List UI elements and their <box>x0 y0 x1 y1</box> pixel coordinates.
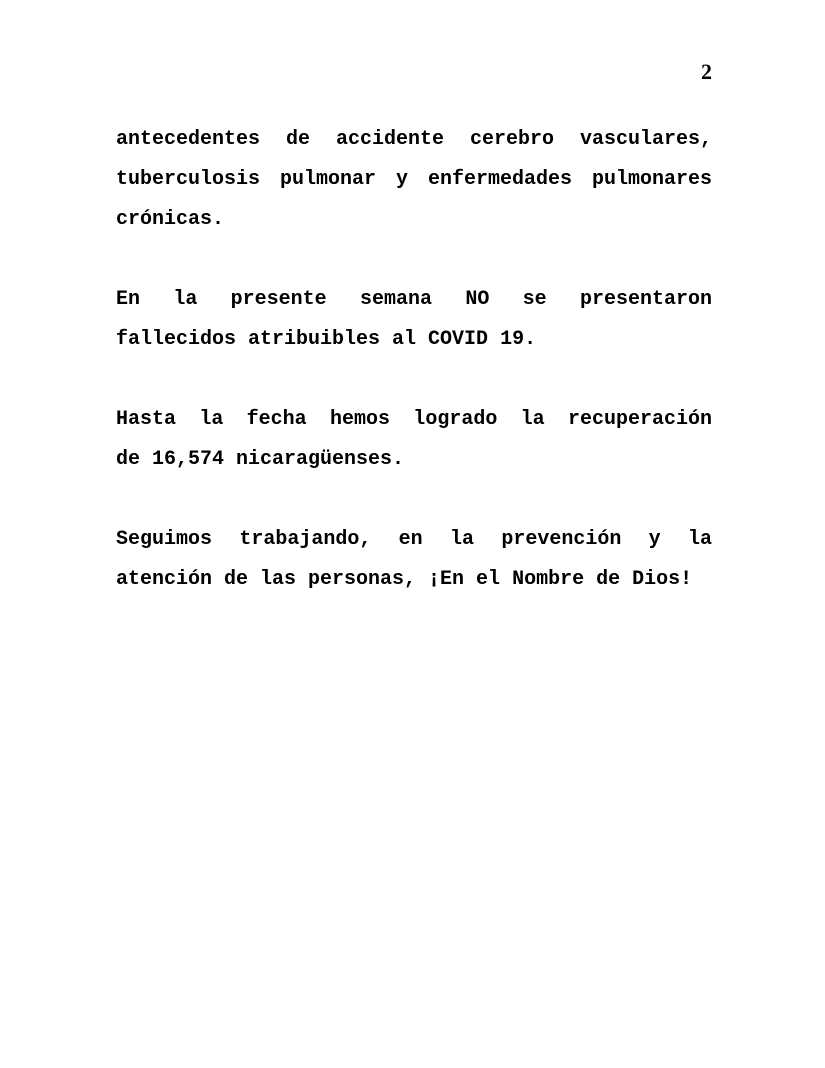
text-line: de 16,574 nicaragüenses. <box>116 448 405 471</box>
paragraph <box>116 280 712 360</box>
text-line: Hasta la fecha hemos logrado la recuperación <box>116 408 712 431</box>
text-line: tuberculosis pulmonar y enfermedades pulmonares <box>116 168 712 191</box>
text-line: En la presente semana NO se presentaron <box>116 288 712 311</box>
text-line: antecedentes de accidente cerebro vasculares, <box>116 128 712 151</box>
page-number: 2 <box>701 59 712 84</box>
paragraph <box>116 400 712 480</box>
text-line: fallecidos atribuibles al COVID 19. <box>116 328 537 351</box>
text-line: Seguimos trabajando, en la prevención y la <box>116 528 712 551</box>
paragraph <box>116 520 712 600</box>
document-body <box>116 120 712 640</box>
paragraph <box>116 120 712 240</box>
text-line: atención de las personas, ¡En el Nombre de Dios! <box>116 568 693 591</box>
text-line: crónicas. <box>116 208 225 231</box>
